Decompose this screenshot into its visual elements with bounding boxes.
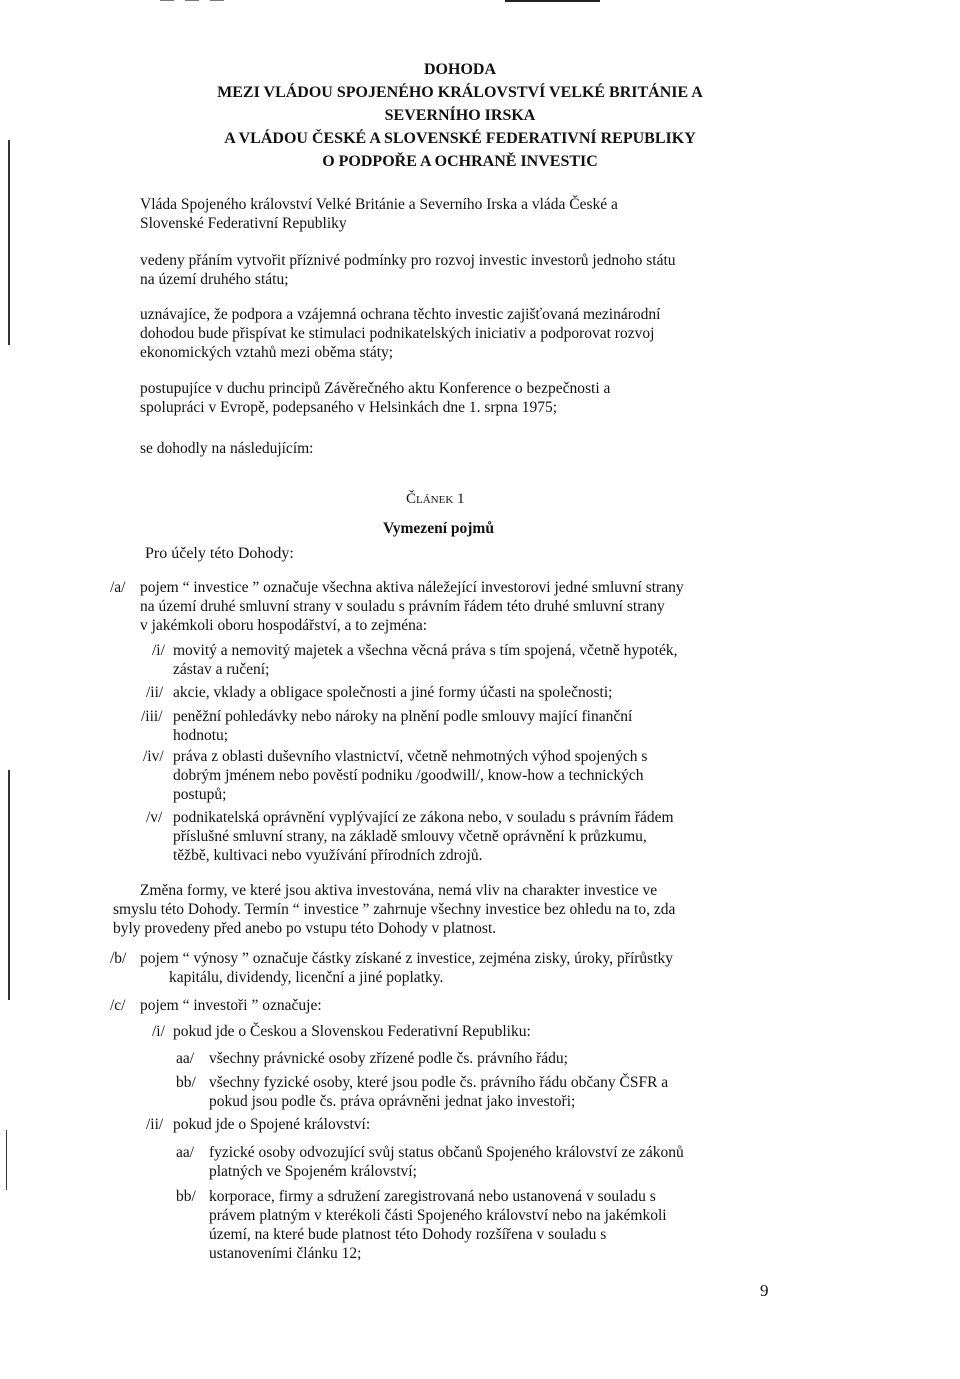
text-line: na území druhého státu; bbox=[140, 271, 289, 288]
text-line: fyzické osoby odvozující svůj status občanů Spojeného království ze zákonů bbox=[209, 1144, 684, 1161]
subitem-label: bb/ bbox=[176, 1188, 196, 1205]
text-line: práva z oblasti duševního vlastnictví, včetně nehmotných výhod spojených s bbox=[173, 748, 648, 765]
preamble-paragraph-3 bbox=[140, 305, 774, 362]
subitem-label: bb/ bbox=[176, 1074, 196, 1091]
text-line: na území druhé smluvní strany v souladu s právním řádem této druhé smluvní strany bbox=[140, 598, 665, 615]
preamble-paragraph-4 bbox=[140, 379, 774, 417]
scan-edge-dash bbox=[160, 0, 174, 1]
text-line: kapitálu, dividendy, licenční a jiné poplatky. bbox=[169, 969, 444, 986]
subitem-label: /iii/ bbox=[141, 708, 163, 725]
subitem-label: aa/ bbox=[176, 1050, 195, 1067]
document-title bbox=[140, 58, 780, 173]
text-line: pojem “ výnosy ” označuje částky získané z investice, zejména zisky, úroky, přírůstky bbox=[140, 950, 673, 967]
text-line: dobrým jménem nebo pověstí podniku /goodwill/, know-how a technických bbox=[173, 767, 644, 784]
binding-margin-line bbox=[6, 1130, 7, 1190]
text-line: právem platným v kterékoli části Spojeného království nebo na jakémkoli bbox=[209, 1207, 667, 1224]
preamble-agreement-line: se dohodly na následujícím: bbox=[140, 440, 314, 457]
item-a-text bbox=[140, 578, 774, 635]
subitem-text bbox=[209, 1049, 568, 1068]
subitem-text bbox=[209, 1187, 667, 1263]
subitem-text bbox=[209, 1073, 668, 1111]
investment-note bbox=[113, 881, 775, 938]
text-line: pokud jsou podle čs. práva oprávněni jednat jako investoři; bbox=[209, 1093, 576, 1110]
text-line: hodnotu; bbox=[173, 727, 229, 744]
subitem-label: /ii/ bbox=[146, 1116, 164, 1133]
text-line: korporace, firmy a sdružení zaregistrovaná nebo ustanovená v souladu s bbox=[209, 1188, 656, 1205]
scan-edge-line bbox=[505, 0, 600, 2]
page-number: 9 bbox=[760, 1281, 769, 1300]
subitem-label: /iv/ bbox=[143, 748, 164, 765]
preamble-paragraph-2 bbox=[140, 251, 774, 289]
subitem-text bbox=[209, 1143, 684, 1181]
text-line: Změna formy, ve které jsou aktiva investována, nemá vliv na charakter investice ve bbox=[140, 882, 658, 899]
text-line: vedeny přáním vytvořit příznivé podmínky pro rozvoj investic investorů jednoho státu bbox=[140, 252, 676, 269]
title-line: MEZI VLÁDOU SPOJENÉHO KRÁLOVSTVÍ VELKÉ BRITÁNIE A bbox=[217, 84, 703, 101]
scan-edge-dash bbox=[185, 0, 199, 1]
text-line: Vláda Spojeného království Velké Británie a Severního Irska a vláda České a bbox=[140, 196, 618, 213]
subitem-text bbox=[173, 641, 677, 679]
title-line: A VLÁDOU ČESKÉ A SLOVENSKÉ FEDERATIVNÍ REPUBLIKY bbox=[224, 130, 696, 147]
text-line: smyslu této Dohody. Termín “ investice ” zahrnuje všechny investice bez ohledu na to, zda bbox=[113, 901, 676, 918]
preamble-paragraph-1 bbox=[140, 195, 774, 233]
item-label: /c/ bbox=[110, 997, 126, 1014]
text-line: v jakémkoli oboru hospodářství, a to zejména: bbox=[140, 617, 428, 634]
subitem-text bbox=[173, 808, 674, 865]
item-c-text: pojem “ investoři ” označuje: bbox=[140, 997, 322, 1014]
binding-margin-line bbox=[8, 140, 10, 345]
subitem-label: /v/ bbox=[146, 809, 163, 826]
scan-edge-dash bbox=[210, 0, 224, 1]
text-line: podnikatelská oprávnění vyplývající ze zákona nebo, v souladu s právním řádem bbox=[173, 809, 674, 826]
text-line: všechny právnické osoby zřízené podle čs. právního řádu; bbox=[209, 1050, 568, 1067]
subitem-text: pokud jde o Spojené království: bbox=[173, 1116, 371, 1133]
subitem-text bbox=[173, 707, 632, 745]
text-line: ustanoveními článku 12; bbox=[209, 1245, 362, 1262]
text-line: uznávajíce, že podpora a vzájemná ochrana těchto investic zajišťovaná mezinárodní bbox=[140, 306, 661, 323]
text-line: území, na které bude platnost této Dohody rozšířena v souladu s bbox=[209, 1226, 607, 1243]
text-line: všechny fyzické osoby, které jsou podle čs. právního řádu občany ČSFR a bbox=[209, 1074, 669, 1091]
text-line: postupujíce v duchu principů Závěrečného aktu Konference o bezpečnosti a bbox=[140, 380, 611, 397]
text-line: ekonomických vztahů mezi oběma státy; bbox=[140, 344, 394, 361]
subitem-label: /i/ bbox=[152, 1023, 165, 1040]
subitem-text bbox=[173, 747, 647, 804]
text-line: peněžní pohledávky nebo nároky na plnění podle smlouvy mající finanční bbox=[173, 708, 633, 725]
subitem-text: pokud jde o Českou a Slovenskou Federativní Republiku: bbox=[173, 1023, 531, 1040]
text-line: Slovenské Federativní Republiky bbox=[140, 215, 347, 232]
subitem-label: aa/ bbox=[176, 1144, 195, 1161]
text-line: postupů; bbox=[173, 786, 227, 803]
text-line: pojem “ investice ” označuje všechna aktiva náležející investorovi jedné smluvní strany bbox=[140, 579, 684, 596]
title-line: SEVERNÍHO IRSKA bbox=[384, 107, 536, 124]
text-line: příslušné smluvní strany, na základě smlouvy včetně oprávnění k průzkumu, bbox=[173, 828, 647, 845]
article-heading: Článek 1 bbox=[406, 491, 465, 507]
item-label: /a/ bbox=[110, 579, 126, 596]
text-line: akcie, vklady a obligace společnosti a jiné formy účasti na společnosti; bbox=[173, 684, 613, 701]
text-line: byly provedeny před anebo po vstupu této Dohody v platnost. bbox=[113, 920, 497, 937]
article-subheading: Vymezení pojmů bbox=[383, 520, 494, 537]
text-line: zástav a ručení; bbox=[173, 661, 270, 678]
text-line: movitý a nemovitý majetek a všechna věcná práva s tím spojená, včetně hypoték, bbox=[173, 642, 678, 659]
subitem-label: /ii/ bbox=[146, 684, 164, 701]
text-line: spolupráci v Evropě, podepsaného v Helsinkách dne 1. srpna 1975; bbox=[140, 399, 558, 416]
binding-margin-line bbox=[8, 770, 10, 1000]
item-label: /b/ bbox=[110, 950, 127, 967]
text-line: těžbě, kultivaci nebo využívání přírodních zdrojů. bbox=[173, 847, 483, 864]
subitem-label: /i/ bbox=[152, 642, 165, 659]
article-intro: Pro účely této Dohody: bbox=[145, 545, 294, 562]
text-line: dohodou bude přispívat ke stimulaci podnikatelských iniciativ a podporovat rozvoj bbox=[140, 325, 655, 342]
subitem-text bbox=[173, 683, 612, 702]
text-line: platných ve Spojeném království; bbox=[209, 1163, 417, 1180]
item-b-text bbox=[140, 949, 673, 987]
title-line: O PODPOŘE A OCHRANĚ INVESTIC bbox=[322, 153, 598, 170]
title-line: DOHODA bbox=[424, 61, 496, 78]
